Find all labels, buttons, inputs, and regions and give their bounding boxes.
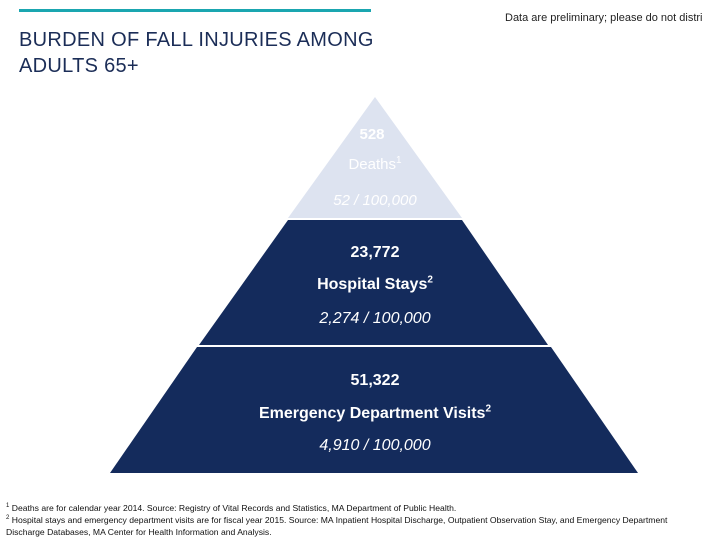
hospital-stays-rate: 2,274 / 100,000 [319,310,431,327]
ed-visits-label [0,405,720,423]
footnote-2 [6,514,706,538]
footnote-1-mark: 1 [6,503,10,510]
hospital-stays-footnote-mark: 2 [427,274,433,286]
page-title: BURDEN OF FALL INJURIES AMONG ADULTS 65+ [19,29,374,77]
hospital-stays-count: 23,772 [350,244,400,261]
footnote-1-text: Deaths are for calendar year 2014. Source: Registry of Vital Records and Statistics, MA Department of Public Health. [11,503,457,513]
ed-visits-footnote-mark: 2 [485,403,492,415]
ed-visits-rate: 4,910 / 100,000 [319,437,431,454]
footnote-1 [6,502,706,514]
deaths-footnote-mark: 1 [395,155,402,166]
footnote-2-mark: 2 [6,515,10,522]
deaths-rate: 52 / 100,000 [333,192,417,209]
deaths-count: 528 [359,126,385,143]
ed-visits-label-text: Emergency Department Visits [258,405,486,422]
deaths-label-text: Deaths [348,156,396,173]
footnotes [6,502,706,538]
hospital-stays-label [0,276,720,294]
deaths-label [0,156,720,173]
disclaimer-text: Data are preliminary; please do not distri [505,12,703,24]
hospital-stays-label-text: Hospital Stays [317,276,428,293]
ed-visits-count: 51,322 [350,372,400,389]
footnote-2-text: Hospital stays and emergency department visits are for fiscal year 2015. Source: MA Inpatient Hospital Discharge, Outpatient Observation Stay, and Emergency Department Discharge Databases, MA Center for Health Information and Analysis. [6,515,668,537]
